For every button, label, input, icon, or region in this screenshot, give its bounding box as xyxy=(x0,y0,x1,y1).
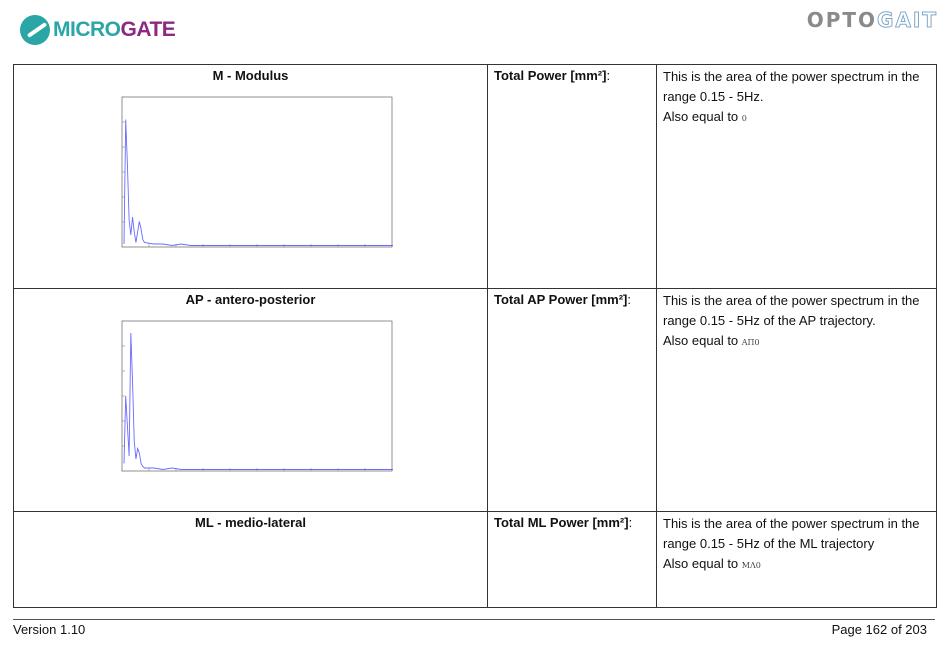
formula-symbol: 0 xyxy=(741,114,747,123)
parameter-label: Total ML Power [mm²] xyxy=(494,515,629,530)
plot-cell xyxy=(14,65,488,289)
optogait-logo xyxy=(807,8,938,32)
table-row xyxy=(14,65,937,289)
description-cell xyxy=(657,512,937,608)
row-caption: ML - medio-lateral xyxy=(194,515,306,530)
ap-spectrum-plot xyxy=(118,317,394,477)
row-caption: AP - antero-posterior xyxy=(185,292,316,307)
plot-cell xyxy=(14,289,488,512)
plot-frame xyxy=(122,321,392,471)
page-number: Page 162 of 203 xyxy=(831,622,927,637)
description-text: This is the area of the power spectrum in the range 0.15 - 5Hz of the ML trajectory xyxy=(663,516,920,551)
label-cell xyxy=(488,65,657,289)
parameters-table xyxy=(13,64,937,608)
plot-cell xyxy=(14,512,488,608)
description-cell xyxy=(657,289,937,512)
label-cell xyxy=(488,512,657,608)
description-cell xyxy=(657,65,937,289)
also-equal-text: Also equal to xyxy=(663,556,742,571)
formula-symbol: MΛ0 xyxy=(741,561,761,570)
also-equal-text: Also equal to xyxy=(663,109,742,124)
microgate-logo-text-2: GATE xyxy=(120,18,176,41)
table-row xyxy=(14,289,937,512)
parameter-label-colon: : xyxy=(627,292,632,307)
description-text: This is the area of the power spectrum in the range 0.15 - 5Hz. xyxy=(663,69,920,104)
optogait-logo-text-1: OPTO xyxy=(806,8,878,32)
modulus-spectrum-plot xyxy=(118,93,394,253)
parameter-label: Total Power [mm²] xyxy=(494,68,607,83)
microgate-logo-text-1: MICRO xyxy=(53,18,121,41)
version-text: Version 1.10 xyxy=(13,622,86,637)
parameter-label: Total AP Power [mm²] xyxy=(494,292,628,307)
optogait-logo-text-2: GAIT xyxy=(877,8,938,32)
page-header xyxy=(0,0,950,60)
also-equal-text: Also equal to xyxy=(663,333,742,348)
parameter-label-colon: : xyxy=(628,515,633,530)
row-caption: M - Modulus xyxy=(212,68,289,83)
plot-frame xyxy=(122,97,392,247)
description-text: This is the area of the power spectrum in the range 0.15 - 5Hz of the AP trajectory. xyxy=(663,293,920,328)
microgate-logo xyxy=(20,14,175,46)
parameter-label-colon: : xyxy=(606,68,611,83)
table-row xyxy=(14,512,937,608)
microgate-mark-icon xyxy=(20,15,50,45)
label-cell xyxy=(488,289,657,512)
footer-divider xyxy=(13,619,935,620)
formula-symbol: AΠ0 xyxy=(741,338,760,347)
